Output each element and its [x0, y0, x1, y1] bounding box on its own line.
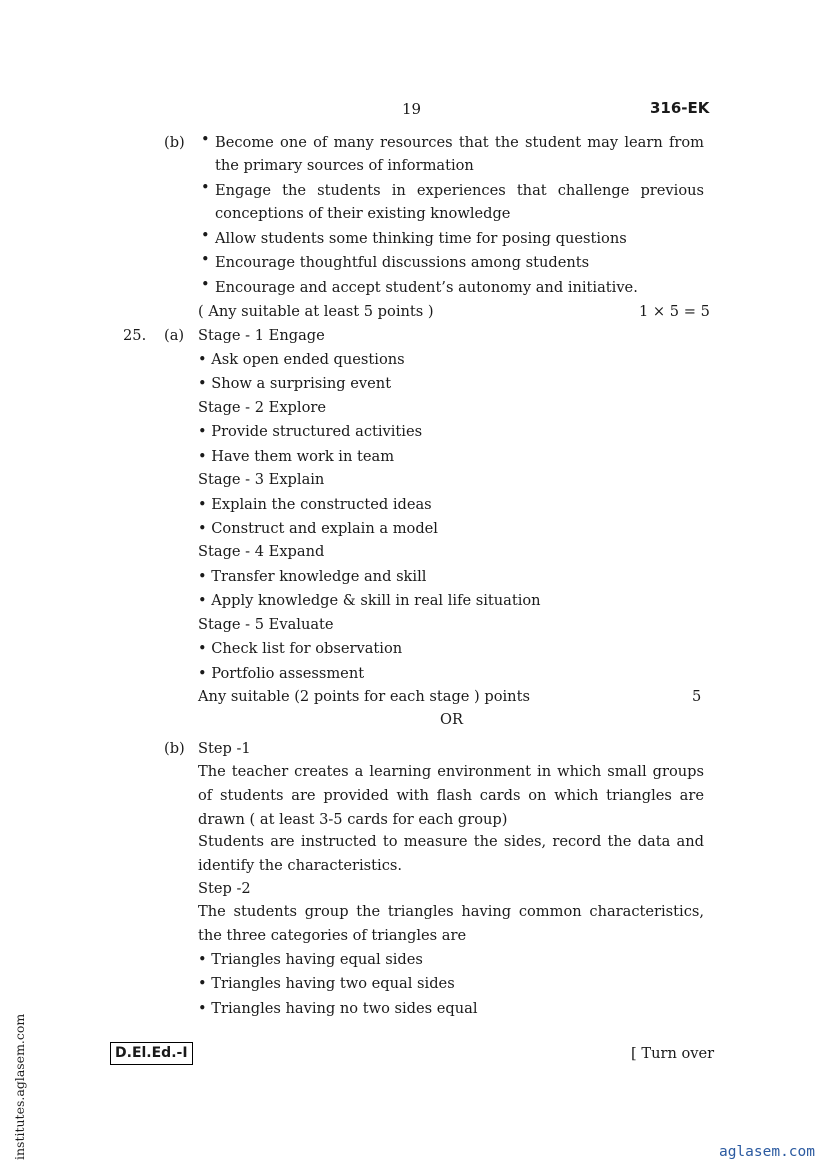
list-item: • Portfolio assessment [198, 665, 365, 682]
list-item: • Have them work in team [198, 448, 395, 465]
paragraph-line: Students are instructed to measure the sides, record the data and [198, 833, 704, 850]
paper-code: 316-EK [650, 99, 710, 117]
site-watermark: aglasem.com [718, 1144, 815, 1160]
q24b-note: ( Any suitable at least 5 points ) [198, 303, 434, 320]
course-code-box: D.El.Ed.-I [110, 1042, 193, 1065]
paragraph-line: drawn ( at least 3-5 cards for each group) [198, 811, 508, 828]
list-item-text: Allow students some thinking time for posing questions [215, 230, 627, 247]
bullet-icon: • [201, 276, 210, 293]
vertical-watermark: institutes.aglasem.com [12, 1013, 27, 1160]
q25a-note: Any suitable (2 points for each stage ) points [198, 688, 530, 705]
list-item: • Provide structured activities [198, 423, 423, 440]
list-item-text: Encourage thoughtful discussions among students [215, 254, 590, 271]
list-item: • Apply knowledge & skill in real life situation [198, 592, 541, 609]
paragraph-line: the three categories of triangles are [198, 927, 467, 944]
list-item: • Triangles having equal sides [198, 951, 423, 968]
list-item: • Triangles having two equal sides [198, 975, 455, 992]
question-number: 25. [123, 327, 147, 344]
step-1-paragraph-1 [198, 760, 704, 832]
stage-4-title: Stage - 4 Expand [198, 543, 325, 560]
list-item: • Construct and explain a model [198, 520, 438, 537]
step-2-paragraph [198, 900, 704, 948]
list-item-text: Encourage and accept student’s autonomy and initiative. [215, 279, 638, 296]
list-item: • Ask open ended questions [198, 351, 405, 368]
list-item: • Transfer knowledge and skill [198, 568, 427, 585]
or-divider: OR [440, 711, 463, 728]
bullet-icon: • [201, 179, 210, 196]
list-item: • Check list for observation [198, 640, 403, 657]
step-2-title: Step -2 [198, 880, 251, 897]
stage-5-title: Stage - 5 Evaluate [198, 616, 334, 633]
page-number: 19 [402, 100, 422, 118]
list-item: • Explain the constructed ideas [198, 496, 432, 513]
paragraph-line: of students are provided with flash cards on which triangles are [198, 787, 704, 804]
q25a-label: (a) [164, 327, 185, 344]
paragraph-line: The teacher creates a learning environment in which small groups [198, 763, 704, 780]
stage-3-title: Stage - 3 Explain [198, 471, 325, 488]
list-item-text: Become one of many resources that the student may learn from the primary sources of information [215, 134, 704, 174]
q25b-label: (b) [164, 740, 185, 757]
q25a-marks: 5 [692, 688, 702, 705]
paragraph-line: The students group the triangles having common characteristics, [198, 903, 704, 920]
bullet-icon: • [201, 251, 210, 268]
list-item: • Show a surprising event [198, 375, 392, 392]
q24b-marks: 1 × 5 = 5 [639, 303, 710, 320]
list-item-text: Engage the students in experiences that challenge previous conceptions of their existing knowledge [215, 182, 704, 222]
turn-over: [ Turn over [631, 1045, 715, 1062]
step-1-title: Step -1 [198, 740, 251, 757]
step-1-paragraph-2 [198, 830, 704, 878]
bullet-icon: • [201, 131, 210, 148]
stage-2-title: Stage - 2 Explore [198, 399, 326, 416]
list-item: • Triangles having no two sides equal [198, 1000, 478, 1017]
bullet-icon: • [201, 227, 210, 244]
q24b-label: (b) [164, 134, 185, 151]
stage-1-title: Stage - 1 Engage [198, 327, 325, 344]
paragraph-line: identify the characteristics. [198, 857, 402, 874]
